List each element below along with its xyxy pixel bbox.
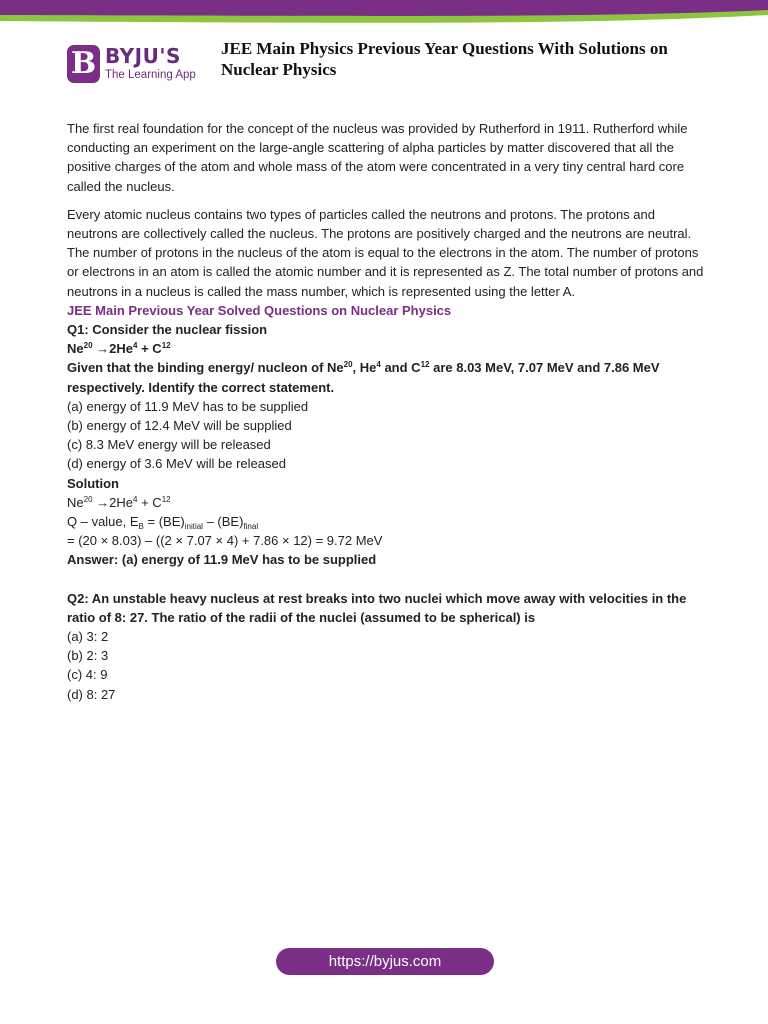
top-bar-graphic	[0, 0, 768, 26]
q2-option-b: (b) 2: 3	[67, 648, 109, 664]
q1-answer: Answer: (a) energy of 11.9 MeV has to be supplied	[67, 552, 377, 568]
intro-paragraph-2: Every atomic nucleus contains two types of particles called the neutrons and protons. The protons and neutrons are collectively called the nucleus. The protons are positively charged and the neutrons are neutral. The number of protons in the nucleus of the atom is equal to the electrons in the atom. The number of protons or electrons in an atom is called the atomic number and it is represented as Z. The total number of protons and neutrons in a nucleus is called the mass number, which is represented using the letter A.	[67, 206, 704, 299]
q1-solution-reaction: $Ne^{20} \to 2He^4 + C^{12}$	[67, 494, 171, 510]
q1-option-a: (a) energy of 11.9 MeV has to be supplied	[67, 398, 309, 414]
q1-given-statement: Given that the binding energy/ nucleon of Ne$^{20}$, He$^4$ and $C^{12}$ are 8.03 MeV, 7.07 MeV and 7.86 MeV respectively. Identify the correct statement.	[67, 360, 660, 395]
intro-paragraph-1: The first real foundation for the concept of the nucleus was provided by Rutherford in 1911. Rutherford while conducting an experiment on the large-angle scattering of alpha particles by matter discovered that all the positive charges of the atom and whole mass of the atom were concentrated in a very tiny central hard core called the nucleus.	[67, 121, 688, 194]
q1-solution-label: Solution	[67, 475, 119, 491]
q1-qvalue-formula: Q – value, $E_B = (BE)_{initial} - (BE)_{final}$	[67, 514, 259, 532]
q1-calculation: = (20 × 8.03) – ((2 × 7.07 × 4) + 7.86 × 12) = 9.72 MeV	[67, 533, 383, 549]
q2-option-a: (a) 3: 2	[67, 629, 109, 645]
q1-option-d: (d) energy of 3.6 MeV will be released	[67, 456, 286, 472]
spacer	[67, 570, 707, 589]
top-decorative-bar	[0, 0, 768, 26]
q1-heading: Q1: Consider the nuclear fission	[67, 322, 268, 338]
q1-reaction: $Ne^{20} \to 2He^4 + C^{12}$	[67, 341, 171, 357]
document-body	[67, 119, 707, 704]
section-heading: JEE Main Previous Year Solved Questions on Nuclear Physics	[67, 302, 452, 318]
q1-option-b: (b) energy of 12.4 MeV will be supplied	[67, 418, 292, 434]
q2-heading: Q2: An unstable heavy nucleus at rest breaks into two nuclei which move away with velocities in the ratio of 8: 27. The ratio of the radii of the nuclei (assumed to be spherical) is	[67, 590, 687, 625]
logo-tagline: The Learning App	[105, 69, 196, 81]
logo-icon: B	[67, 45, 100, 83]
page-title: JEE Main Physics Previous Year Questions With Solutions on Nuclear Physics	[221, 39, 668, 79]
footer-url-link[interactable]: https://byjus.com	[276, 948, 494, 975]
byjus-logo	[67, 44, 199, 88]
logo-wordmark: BYJU'S	[105, 44, 181, 68]
q2-option-c: (c) 4: 9	[67, 667, 108, 683]
q1-option-c: (c) 8.3 MeV energy will be released	[67, 437, 271, 453]
q2-option-d: (d) 8: 27	[67, 686, 116, 702]
